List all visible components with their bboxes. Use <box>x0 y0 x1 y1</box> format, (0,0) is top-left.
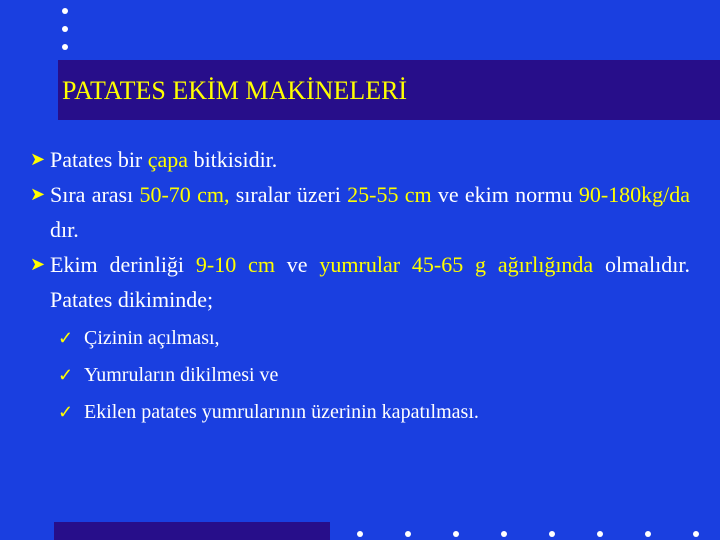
bullet-text: Patates bir <box>50 147 148 172</box>
arrow-bullet-icon: ➤ <box>30 184 46 204</box>
bullet-text: bitkisidir. <box>188 147 278 172</box>
arrow-bullet-icon: ➤ <box>30 149 46 169</box>
bottom-bar <box>54 522 330 540</box>
decor-dot <box>645 531 651 537</box>
bullet-text: ve <box>274 252 320 277</box>
decor-dot <box>549 531 555 537</box>
bullet-text: Sıra arası <box>50 182 140 207</box>
highlight-text: 50-70 cm, <box>139 182 230 207</box>
bullet-item <box>30 177 690 247</box>
highlight-text: çapa <box>147 147 189 172</box>
decor-dot <box>62 44 68 50</box>
sub-list <box>30 320 690 431</box>
decor-dot <box>62 8 68 14</box>
decor-dot <box>453 531 459 537</box>
checkmark-icon: ✓ <box>58 328 74 348</box>
highlight-text: 25-55 cm <box>347 182 432 207</box>
highlight-text: yumrular 45-65 g ağırlığında <box>319 252 594 277</box>
bullet-item <box>30 247 690 317</box>
arrow-bullet-icon: ➤ <box>30 254 46 274</box>
decor-dot <box>357 531 363 537</box>
bullet-text: sıralar üzeri <box>229 182 348 207</box>
decor-dot <box>405 531 411 537</box>
sub-item-text: Yumruların dikilmesi ve <box>84 364 279 386</box>
highlight-text: 9-10 cm <box>195 252 275 277</box>
sub-item <box>58 357 690 394</box>
decor-dot <box>693 531 699 537</box>
slide-content <box>30 142 690 431</box>
bullet-text: dır. <box>50 217 79 242</box>
decor-dot <box>501 531 507 537</box>
bullet-item <box>30 142 690 177</box>
bullet-text: ve ekim normu <box>431 182 579 207</box>
checkmark-icon: ✓ <box>58 402 74 422</box>
sub-item <box>58 320 690 357</box>
checkmark-icon: ✓ <box>58 365 74 385</box>
highlight-text: 90-180kg/da <box>578 182 691 207</box>
sub-item-text: Çizinin açılması, <box>84 327 220 349</box>
bullet-text: Ekim derinliği <box>50 252 196 277</box>
decor-dot <box>597 531 603 537</box>
sub-item <box>58 394 690 431</box>
decor-dot <box>62 26 68 32</box>
slide-title: PATATES EKİM MAKİNELERİ <box>62 76 408 105</box>
sub-item-text: Ekilen patates yumrularının üzerinin kapatılması. <box>84 401 479 423</box>
bullet-text: olmalıdır. Patates dikiminde; <box>50 252 690 312</box>
